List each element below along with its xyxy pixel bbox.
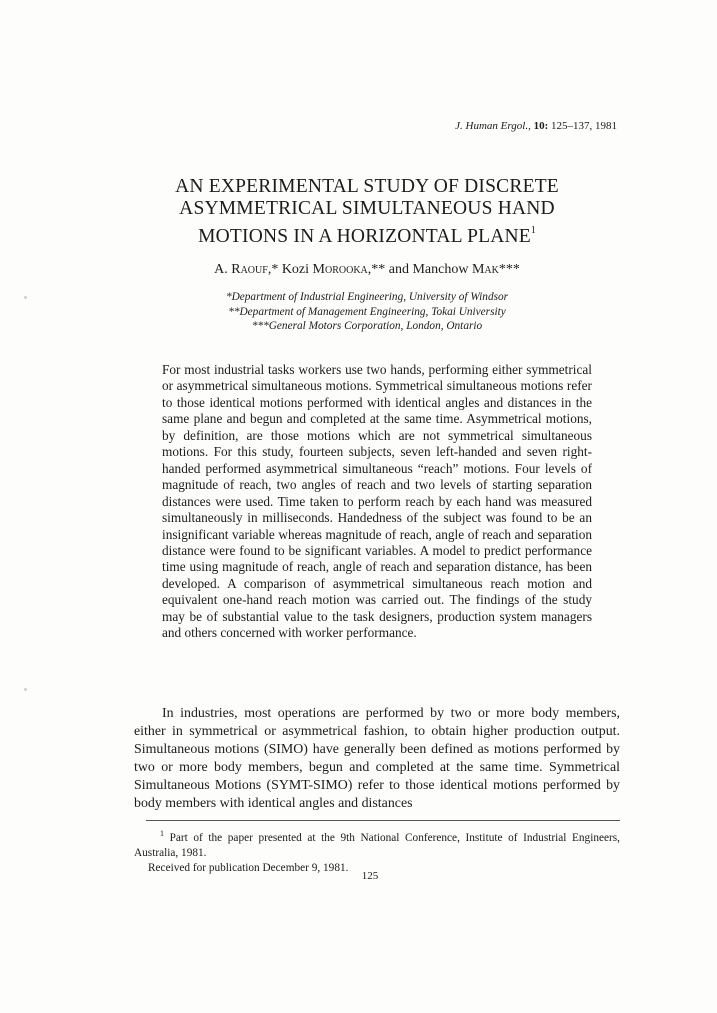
footnotes xyxy=(134,826,620,876)
received-date: Received for publication December 9, 1981. xyxy=(148,861,349,874)
author-surname: Mak xyxy=(471,262,499,277)
title-line-2: ASYMMETRICAL SIMULTANEOUS HAND xyxy=(179,198,555,219)
title-footnote-mark: 1 xyxy=(530,225,536,236)
scan-speck xyxy=(24,688,27,691)
abstract: For most industrial tasks workers use two hands, performing either symmetrical or asymmetrical simultaneous motions. Symmetrical simultaneous motions refer to those identical motions performed with identical angles and distances in the same plane and begun and completed at the same time. Asymmetrical motions, by definition, are those motions which are not symmetrical simultaneous motions. For this study, fourteen subjects, seven left-handed and seven right-handed performed asymmetrical simultaneous “reach” motions. Four levels of magnitude of reach, two angles of reach and two levels of starting separation distances were used. Time taken to perform reach by each hand was measured simultaneously in milliseconds. Handedness of the subject was found to be an insignificant variable whereas magnitude of reach, angle of reach and separation distance were found to be significant variables. A model to predict performance time using magnitude of reach, angle of reach and separation distance, has been developed. A comparison of asymmetrical simultaneous reach motion and equivalent one-hand reach motion was carried out. The findings of the study may be of substantial value to the task designers, production system managers and others concerned with worker performance. xyxy=(162,362,592,641)
title-line-3: MOTIONS IN A HORIZONTAL PLANE$^1$ xyxy=(198,225,536,247)
affiliation-2: **Department of Management Engineering, Tokai University xyxy=(228,305,506,318)
author-list: A. Raouf,* Kozi Morooka,** and Manchow Mak*** xyxy=(214,262,520,277)
journal-name: J. Human Ergol., xyxy=(455,120,531,132)
journal-reference xyxy=(0,120,617,132)
affiliations xyxy=(150,290,584,334)
footnote-divider xyxy=(146,820,620,821)
title-line-1: AN EXPERIMENTAL STUDY OF DISCRETE xyxy=(175,176,559,197)
journal-pages-year: 125–137, 1981 xyxy=(548,120,617,132)
journal-volume: 10: xyxy=(533,120,549,132)
page-number: 125 xyxy=(361,870,379,882)
affiliation-3: ***General Motors Corporation, London, Ontario xyxy=(251,320,483,332)
footnote-mark: 1 xyxy=(160,829,164,838)
body-paragraph: In industries, most operations are performed by two or more body members, either in symmetrical or asymmetrical fashion, to obtain higher production output. Simultaneous motions (SIMO) have generally been defined as motions performed by two or more body members, begun and completed at the same time. Symmetrical Simultaneous Motions (SYMT-SIMO) refer to those identical motions performed by body members with identical angles and distances xyxy=(134,706,620,811)
scan-speck xyxy=(24,296,27,299)
author-surname: Morooka xyxy=(312,262,368,277)
footnote-1: $^1$ Part of the paper presented at the 9th National Conference, Institute of Industrial Engineers, Australia, 1981. xyxy=(134,829,620,859)
author-surname: Raouf xyxy=(231,262,268,277)
paper-title xyxy=(150,176,584,248)
affiliation-1: *Department of Industrial Engineering, University of Windsor xyxy=(225,291,509,303)
